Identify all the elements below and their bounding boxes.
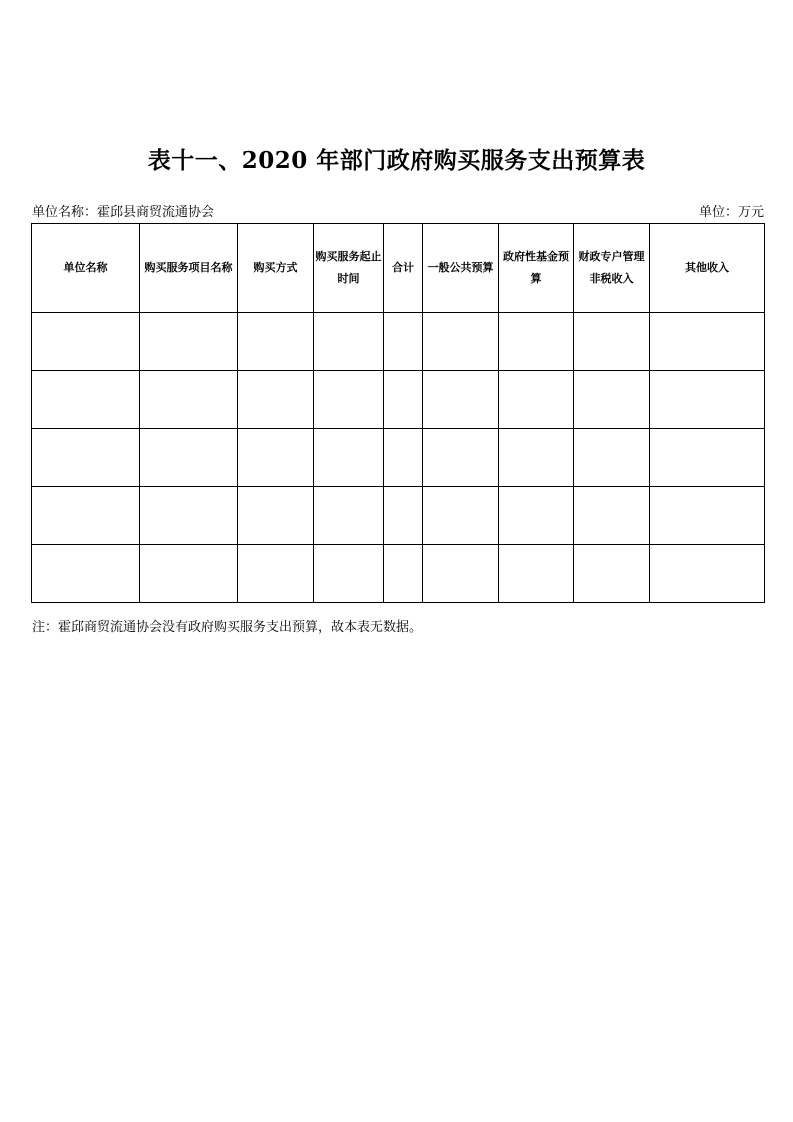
table-cell xyxy=(384,313,423,371)
table-header-row xyxy=(32,224,765,313)
table-cell xyxy=(140,371,238,429)
table-cell xyxy=(423,371,499,429)
table-cell xyxy=(140,487,238,545)
table-cell xyxy=(574,313,650,371)
currency-unit-label: 单位：万元 xyxy=(698,205,764,220)
table-cell xyxy=(384,371,423,429)
header-purchase-method: 购买方式 xyxy=(238,224,314,313)
header-total: 合计 xyxy=(384,224,423,313)
table-row xyxy=(32,313,765,371)
table-cell xyxy=(574,371,650,429)
table-cell xyxy=(574,429,650,487)
table-row xyxy=(32,371,765,429)
table-cell xyxy=(650,429,765,487)
table-cell xyxy=(314,371,384,429)
table-cell xyxy=(423,429,499,487)
table-cell xyxy=(650,371,765,429)
footnote: 注：霍邱商贸流通协会没有政府购买服务支出预算，故本表无数据。 xyxy=(32,620,423,635)
table-cell xyxy=(384,429,423,487)
page-title: 表十一、2020 年部门政府购买服务支出预算表 xyxy=(147,147,646,174)
table-cell xyxy=(32,429,140,487)
table-cell xyxy=(499,487,574,545)
table-cell xyxy=(423,487,499,545)
table-cell xyxy=(423,545,499,603)
table-cell xyxy=(32,545,140,603)
table-cell xyxy=(314,545,384,603)
table-cell xyxy=(314,313,384,371)
unit-name-label: 单位名称：霍邱县商贸流通协会 xyxy=(32,205,215,220)
table-cell xyxy=(499,313,574,371)
table-cell xyxy=(238,545,314,603)
table-cell xyxy=(574,487,650,545)
header-service-item-name: 购买服务项目名称 xyxy=(140,224,238,313)
table-row xyxy=(32,487,765,545)
table-cell xyxy=(32,313,140,371)
table-cell xyxy=(238,313,314,371)
table-cell xyxy=(499,371,574,429)
table-cell xyxy=(574,545,650,603)
header-other-income: 其他收入 xyxy=(650,224,765,313)
table-cell xyxy=(314,429,384,487)
table-cell xyxy=(32,487,140,545)
table-cell xyxy=(650,487,765,545)
header-service-period: 购买服务起止时间 xyxy=(314,224,384,313)
table-cell xyxy=(238,487,314,545)
table-row xyxy=(32,545,765,603)
table-cell xyxy=(238,429,314,487)
table-cell xyxy=(384,487,423,545)
header-general-public-budget: 一般公共预算 xyxy=(423,224,499,313)
table-cell xyxy=(499,429,574,487)
table-cell xyxy=(314,487,384,545)
budget-table xyxy=(31,223,765,603)
table-cell xyxy=(140,545,238,603)
table-cell xyxy=(650,313,765,371)
table-cell xyxy=(140,313,238,371)
header-government-fund-budget: 政府性基金预算 xyxy=(499,224,574,313)
table-cell xyxy=(140,429,238,487)
table-row xyxy=(32,429,765,487)
table-cell xyxy=(384,545,423,603)
table-cell xyxy=(650,545,765,603)
unit-info-row xyxy=(32,203,764,223)
table-cell xyxy=(423,313,499,371)
header-special-account-nontax-income: 财政专户管理非税收入 xyxy=(574,224,650,313)
header-unit-name: 单位名称 xyxy=(32,224,140,313)
table-cell xyxy=(499,545,574,603)
table-cell xyxy=(32,371,140,429)
table-cell xyxy=(238,371,314,429)
